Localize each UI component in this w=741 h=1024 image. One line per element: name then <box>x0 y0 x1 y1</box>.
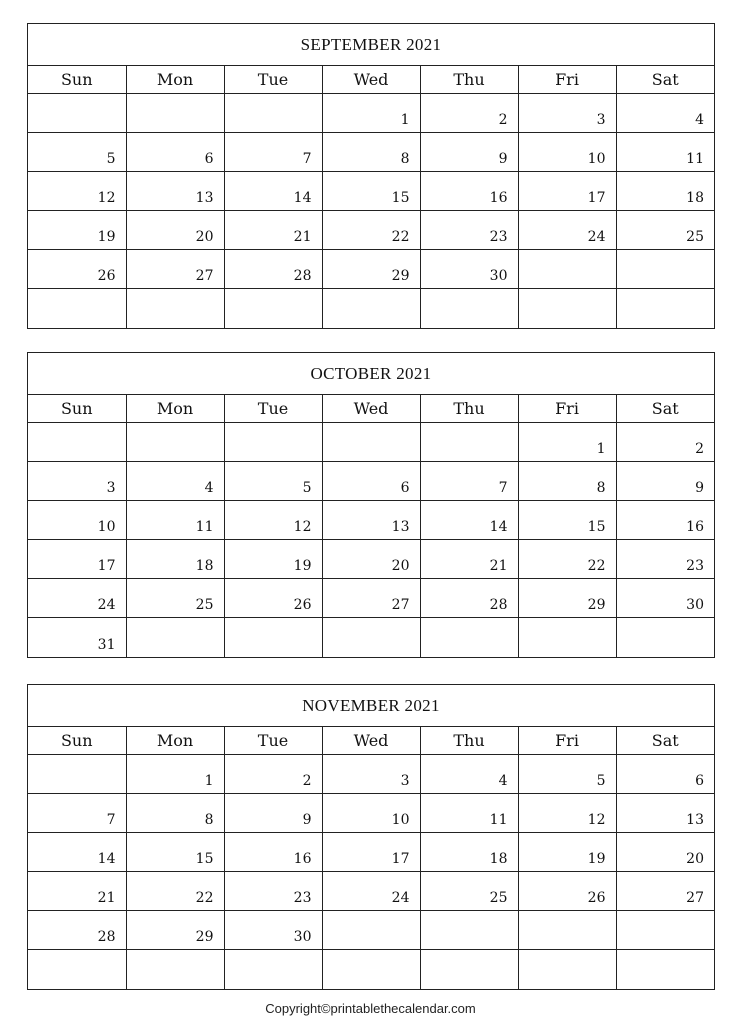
day-cell: 22 <box>322 211 420 250</box>
day-cell: 3 <box>518 94 616 133</box>
day-cell: 27 <box>322 579 420 618</box>
week-row <box>28 794 714 833</box>
week-row <box>28 872 714 911</box>
day-cell <box>322 423 420 462</box>
weekday-header: Wed <box>322 66 420 94</box>
day-cell: 20 <box>126 211 224 250</box>
day-cell <box>420 423 518 462</box>
day-cell <box>518 250 616 289</box>
weekday-header: Sun <box>28 66 126 94</box>
day-cell: 24 <box>28 579 126 618</box>
day-cell: 13 <box>322 501 420 540</box>
day-cell: 2 <box>420 94 518 133</box>
day-cell: 12 <box>518 794 616 833</box>
day-cell: 1 <box>322 94 420 133</box>
day-cell <box>420 950 518 989</box>
day-cell <box>126 289 224 328</box>
day-cell: 3 <box>322 755 420 794</box>
day-cell: 6 <box>322 462 420 501</box>
day-cell: 30 <box>616 579 714 618</box>
weekday-header: Thu <box>420 395 518 423</box>
day-cell <box>28 289 126 328</box>
day-cell <box>420 289 518 328</box>
day-cell: 11 <box>126 501 224 540</box>
calendar-october <box>27 352 715 658</box>
day-cell: 29 <box>518 579 616 618</box>
day-cell: 28 <box>28 911 126 950</box>
day-cell: 14 <box>224 172 322 211</box>
day-cell: 7 <box>224 133 322 172</box>
weekday-header: Tue <box>224 66 322 94</box>
weekday-header: Tue <box>224 395 322 423</box>
weekday-header: Mon <box>126 395 224 423</box>
week-row <box>28 833 714 872</box>
day-cell: 25 <box>126 579 224 618</box>
day-cell <box>28 950 126 989</box>
day-cell: 7 <box>420 462 518 501</box>
day-cell: 20 <box>616 833 714 872</box>
day-cell: 30 <box>224 911 322 950</box>
week-row <box>28 289 714 328</box>
day-cell <box>224 423 322 462</box>
week-row <box>28 501 714 540</box>
day-cell: 23 <box>224 872 322 911</box>
day-cell <box>126 94 224 133</box>
day-cell: 29 <box>126 911 224 950</box>
day-cell <box>616 250 714 289</box>
week-row <box>28 462 714 501</box>
day-cell: 23 <box>420 211 518 250</box>
month-grid <box>28 395 714 657</box>
day-cell: 6 <box>126 133 224 172</box>
day-cell: 12 <box>28 172 126 211</box>
month-title: SEPTEMBER 2021 <box>28 24 714 66</box>
day-cell <box>126 618 224 657</box>
week-row <box>28 250 714 289</box>
day-cell: 15 <box>518 501 616 540</box>
day-cell <box>322 289 420 328</box>
day-cell: 14 <box>420 501 518 540</box>
day-cell: 24 <box>322 872 420 911</box>
week-row <box>28 950 714 989</box>
weekday-header: Sat <box>616 395 714 423</box>
weekday-header: Wed <box>322 395 420 423</box>
weekday-header: Sun <box>28 395 126 423</box>
day-cell: 10 <box>28 501 126 540</box>
day-cell: 12 <box>224 501 322 540</box>
day-cell: 28 <box>224 250 322 289</box>
day-cell <box>616 289 714 328</box>
week-row <box>28 911 714 950</box>
day-cell: 5 <box>224 462 322 501</box>
day-cell: 9 <box>224 794 322 833</box>
day-cell <box>322 950 420 989</box>
weekday-header: Tue <box>224 727 322 755</box>
day-cell: 4 <box>420 755 518 794</box>
day-cell <box>28 755 126 794</box>
day-cell: 16 <box>420 172 518 211</box>
weekday-header: Sat <box>616 727 714 755</box>
day-cell: 5 <box>28 133 126 172</box>
day-cell: 26 <box>224 579 322 618</box>
day-cell: 16 <box>224 833 322 872</box>
day-cell: 19 <box>224 540 322 579</box>
weekday-header: Sat <box>616 66 714 94</box>
week-row <box>28 618 714 657</box>
day-cell <box>616 618 714 657</box>
day-cell: 26 <box>28 250 126 289</box>
day-cell: 18 <box>616 172 714 211</box>
day-cell: 7 <box>28 794 126 833</box>
month-grid <box>28 727 714 989</box>
weekday-header-row <box>28 66 714 94</box>
week-row <box>28 172 714 211</box>
day-cell <box>616 950 714 989</box>
day-cell: 23 <box>616 540 714 579</box>
day-cell: 18 <box>126 540 224 579</box>
day-cell: 4 <box>616 94 714 133</box>
day-cell <box>126 423 224 462</box>
day-cell: 24 <box>518 211 616 250</box>
day-cell: 5 <box>518 755 616 794</box>
day-cell <box>126 950 224 989</box>
day-cell: 2 <box>224 755 322 794</box>
week-row <box>28 755 714 794</box>
day-cell: 10 <box>518 133 616 172</box>
day-cell: 29 <box>322 250 420 289</box>
week-row <box>28 579 714 618</box>
calendar-september <box>27 23 715 329</box>
day-cell: 3 <box>28 462 126 501</box>
day-cell: 13 <box>616 794 714 833</box>
day-cell: 21 <box>224 211 322 250</box>
day-cell: 15 <box>322 172 420 211</box>
day-cell: 21 <box>28 872 126 911</box>
day-cell: 18 <box>420 833 518 872</box>
day-cell: 4 <box>126 462 224 501</box>
day-cell: 2 <box>616 423 714 462</box>
day-cell: 20 <box>322 540 420 579</box>
day-cell: 8 <box>322 133 420 172</box>
day-cell: 30 <box>420 250 518 289</box>
day-cell <box>28 423 126 462</box>
day-cell <box>518 950 616 989</box>
weekday-header: Fri <box>518 66 616 94</box>
weekday-header: Wed <box>322 727 420 755</box>
day-cell <box>518 289 616 328</box>
day-cell: 6 <box>616 755 714 794</box>
day-cell: 11 <box>420 794 518 833</box>
day-cell: 25 <box>616 211 714 250</box>
week-row <box>28 133 714 172</box>
day-cell: 9 <box>420 133 518 172</box>
weekday-header-row <box>28 727 714 755</box>
day-cell: 22 <box>518 540 616 579</box>
day-cell: 25 <box>420 872 518 911</box>
day-cell <box>616 911 714 950</box>
day-cell <box>28 94 126 133</box>
day-cell: 22 <box>126 872 224 911</box>
day-cell <box>224 289 322 328</box>
day-cell: 19 <box>518 833 616 872</box>
day-cell <box>224 94 322 133</box>
day-cell: 27 <box>616 872 714 911</box>
weekday-header-row <box>28 395 714 423</box>
copyright-footer: Copyright©printablethecalendar.com <box>265 1001 476 1016</box>
week-row <box>28 211 714 250</box>
month-grid <box>28 66 714 328</box>
day-cell: 27 <box>126 250 224 289</box>
day-cell <box>322 911 420 950</box>
day-cell: 15 <box>126 833 224 872</box>
weekday-header: Thu <box>420 727 518 755</box>
day-cell <box>518 911 616 950</box>
month-title: NOVEMBER 2021 <box>28 685 714 727</box>
day-cell: 21 <box>420 540 518 579</box>
day-cell: 11 <box>616 133 714 172</box>
day-cell: 14 <box>28 833 126 872</box>
weekday-header: Mon <box>126 727 224 755</box>
weekday-header: Thu <box>420 66 518 94</box>
day-cell: 9 <box>616 462 714 501</box>
day-cell: 16 <box>616 501 714 540</box>
weekday-header: Fri <box>518 727 616 755</box>
day-cell: 31 <box>28 618 126 657</box>
weekday-header: Mon <box>126 66 224 94</box>
weekday-header: Fri <box>518 395 616 423</box>
day-cell: 19 <box>28 211 126 250</box>
day-cell <box>224 950 322 989</box>
week-row <box>28 540 714 579</box>
day-cell: 26 <box>518 872 616 911</box>
day-cell: 17 <box>28 540 126 579</box>
day-cell: 1 <box>126 755 224 794</box>
weekday-header: Sun <box>28 727 126 755</box>
day-cell: 10 <box>322 794 420 833</box>
week-row <box>28 423 714 462</box>
day-cell: 8 <box>518 462 616 501</box>
day-cell: 1 <box>518 423 616 462</box>
day-cell <box>420 911 518 950</box>
day-cell: 28 <box>420 579 518 618</box>
day-cell: 17 <box>322 833 420 872</box>
month-title: OCTOBER 2021 <box>28 353 714 395</box>
day-cell <box>224 618 322 657</box>
calendar-november <box>27 684 715 990</box>
week-row <box>28 94 714 133</box>
day-cell: 13 <box>126 172 224 211</box>
day-cell <box>420 618 518 657</box>
day-cell: 17 <box>518 172 616 211</box>
day-cell <box>518 618 616 657</box>
day-cell: 8 <box>126 794 224 833</box>
day-cell <box>322 618 420 657</box>
